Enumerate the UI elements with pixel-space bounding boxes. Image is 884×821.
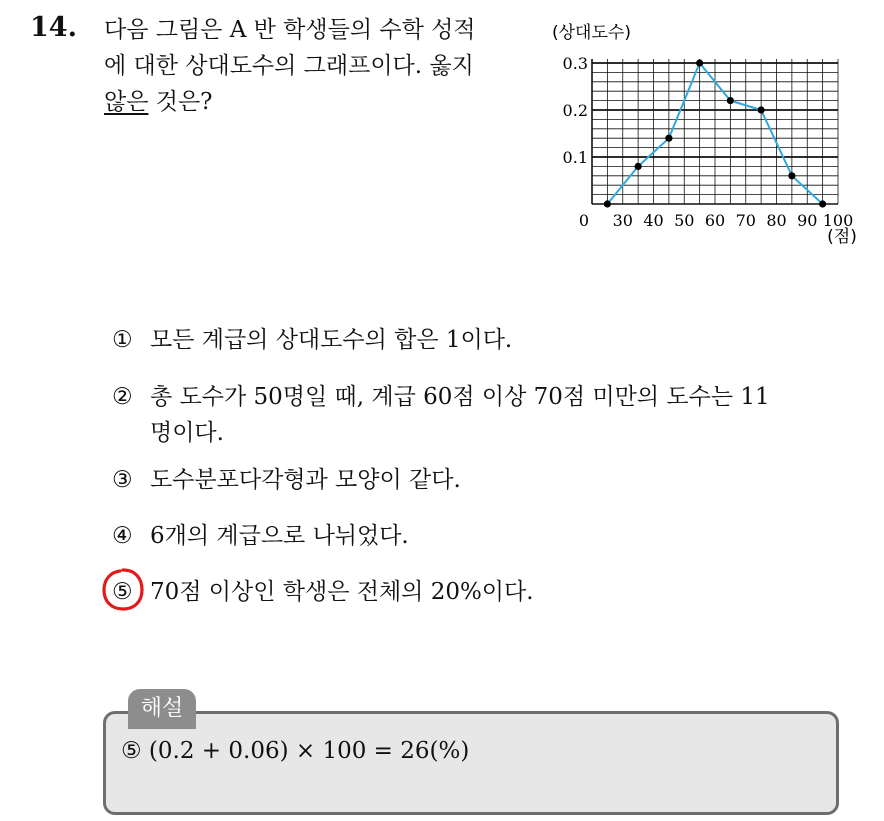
data-point [604,200,611,207]
y-tick-label: 0.1 [562,148,588,167]
option-3-text: 도수분포다각형과 모양이 같다. [150,467,461,493]
data-point [788,172,795,179]
y-tick-label: 0.2 [562,101,588,120]
data-point [819,200,826,207]
option-5-marker: ⑤ [112,579,133,605]
option-2-marker: ② [112,384,133,410]
option-4[interactable] [112,518,409,554]
data-point [635,163,642,170]
explanation-label: 해설 [128,689,196,729]
x-tick-label: 0 [578,211,590,230]
option-1[interactable] [112,322,512,358]
question-line-1: 다음 그림은 A 반 학생들의 수학 성적 [104,17,476,43]
question-line-2: 에 대한 상대도수의 그래프이다. 옳지 [104,53,474,79]
option-5[interactable] [112,574,534,610]
question-line-3 [104,84,534,120]
data-point [665,135,672,142]
question-text [104,12,534,120]
y-axis-label: (상대도수) [552,23,631,43]
relative-frequency-chart [540,14,865,249]
data-point [696,59,703,66]
y-tick-label: 0.3 [562,54,588,73]
x-tick-label: 50 [674,211,695,230]
data-point [727,97,734,104]
option-4-text: 6개의 계급으로 나뉘었다. [150,523,409,549]
explanation-text: ⑤ (0.2 + 0.06) × 100 = 26(%) [121,738,470,764]
x-tick-label: 30 [612,211,633,230]
option-1-text: 모든 계급의 상대도수의 합은 1이다. [150,327,513,353]
underlined-word: 않은 [104,89,149,115]
explanation-box [103,711,839,815]
option-5-text: 70점 이상인 학생은 전체의 20%이다. [150,579,534,605]
x-tick-label: 100 [822,211,854,230]
x-tick-label: 60 [704,211,726,230]
answer-circle-mark [100,567,146,613]
x-tick-label: 90 [797,211,818,230]
option-2-text: 총 도수가 50명일 때, 계급 60점 이상 70점 미만의 도수는 11 [150,384,770,410]
option-1-marker: ① [112,327,133,353]
option-4-marker: ④ [112,523,133,549]
option-2-text-cont: 명이다. [150,420,224,446]
x-tick-label: 40 [643,211,664,230]
x-axis-label: (점) [827,227,857,247]
option-2[interactable] [112,379,770,451]
question-number: 14. [30,12,77,43]
option-3-marker: ③ [112,467,133,493]
option-3[interactable] [112,462,461,498]
data-point [758,106,765,113]
x-tick-label: 70 [735,211,756,230]
x-tick-label: 80 [766,211,787,230]
question-line-3-rest: 것은? [148,89,213,115]
